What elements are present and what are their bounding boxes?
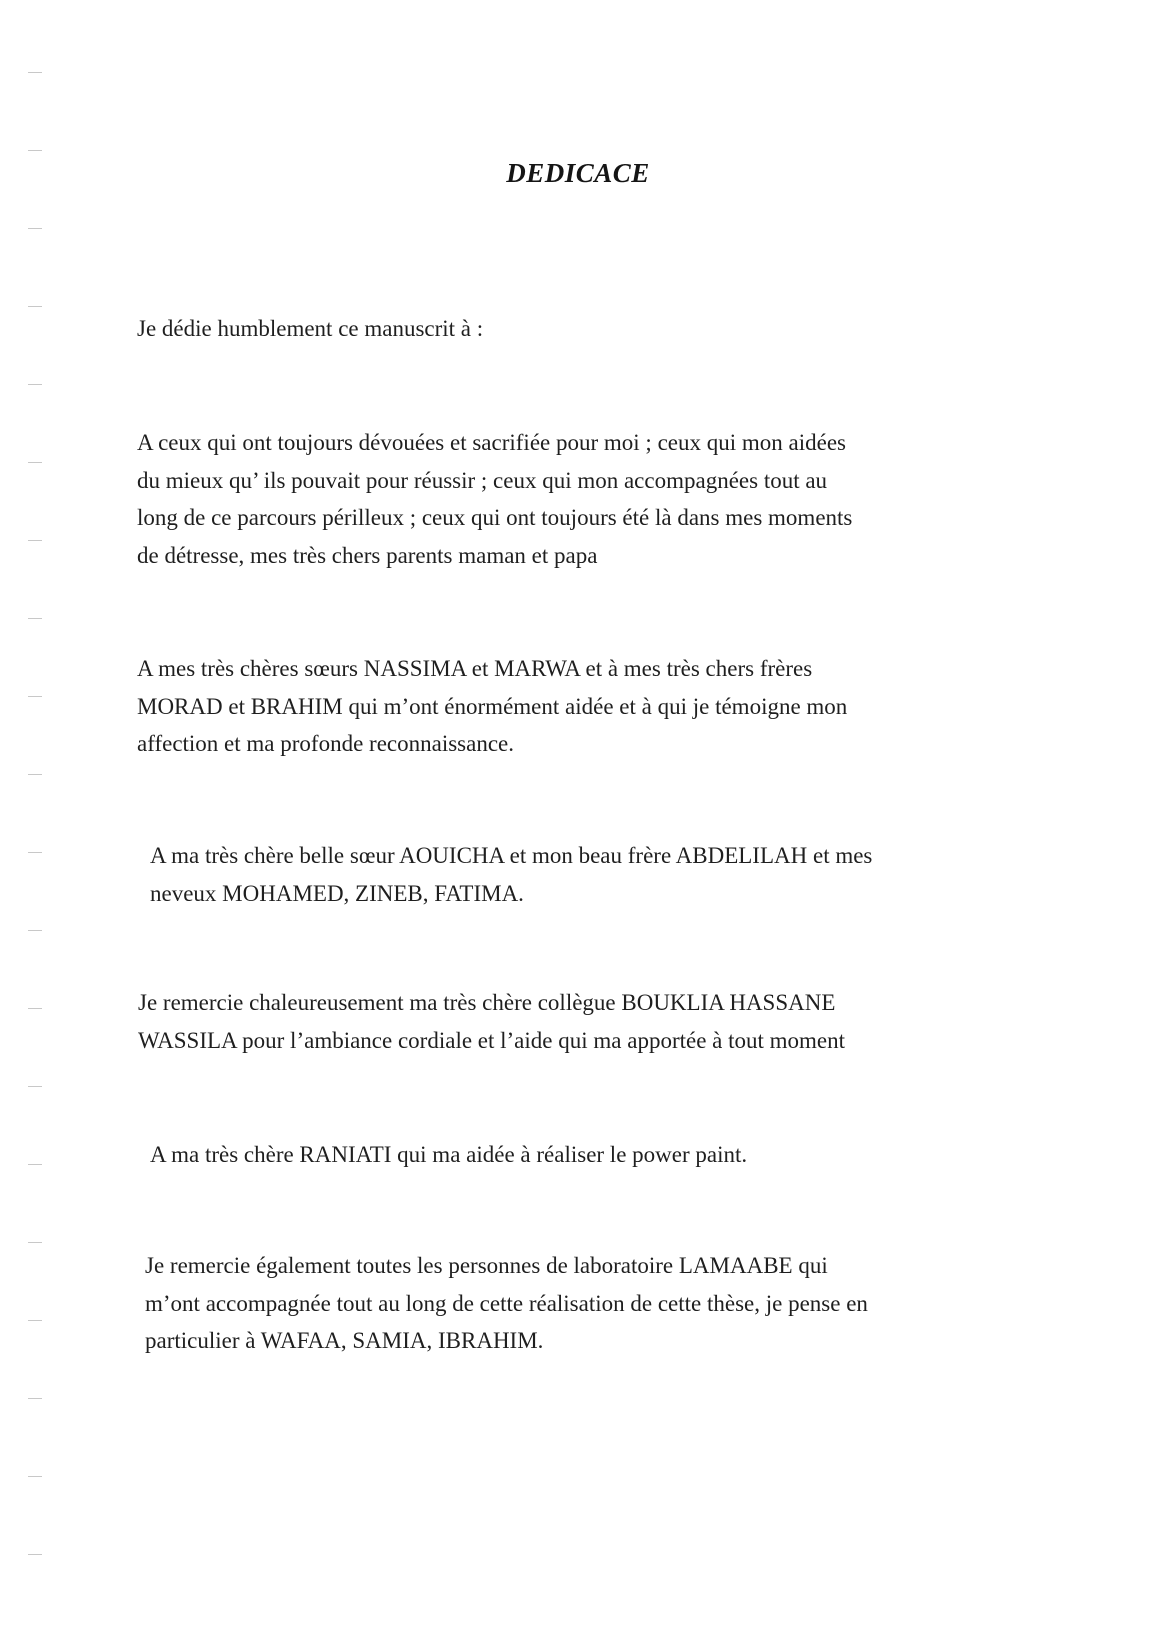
dedication-laboratory: [145, 1247, 868, 1360]
text-line: du mieux qu’ ils pouvait pour réussir ; ceux qui mon accompagnées tout au: [137, 467, 828, 493]
binding-margin-marks: [28, 0, 48, 1648]
dedication-in-laws: [150, 837, 872, 912]
text-line: Je remercie chaleureusement ma très chère collègue BOUKLIA HASSANE: [138, 990, 836, 1015]
text-line: Je remercie également toutes les personnes de laboratoire LAMAABE qui: [145, 1253, 828, 1278]
dedication-intro: [137, 310, 483, 348]
text-line: Je dédie humblement ce manuscrit à :: [137, 316, 484, 341]
text-line: m’ont accompagnée tout au long de cette réalisation de cette thèse, je pense en: [145, 1290, 868, 1316]
dedication-siblings: [137, 650, 847, 763]
text-line: de détresse, mes très chers parents maman et papa: [137, 542, 598, 568]
page-title: DEDICACE: [506, 158, 650, 189]
text-line: A ceux qui ont toujours dévouées et sacrifiée pour moi ; ceux qui mon aidées: [137, 430, 846, 455]
text-line: A mes très chères sœurs NASSIMA et MARWA et à mes très chers frères: [137, 656, 813, 681]
text-line: long de ce parcours périlleux ; ceux qui ont toujours été là dans mes moments: [137, 505, 853, 530]
text-line: A ma très chère belle sœur AOUICHA et mon beau frère ABDELILAH et mes: [150, 843, 873, 868]
text-line: particulier à WAFAA, SAMIA, IBRAHIM.: [145, 1328, 544, 1353]
text-line: MORAD et BRAHIM qui m’ont énormément aidée et à qui je témoigne mon: [137, 693, 848, 719]
text-line: WASSILA pour l’ambiance cordiale et l’aide qui ma apportée à tout moment: [138, 1027, 846, 1053]
text-line: A ma très chère RANIATI qui ma aidée à réaliser le power paint.: [150, 1142, 748, 1167]
dedication-colleague: [138, 984, 845, 1059]
text-line: affection et ma profonde reconnaissance.: [137, 731, 514, 756]
text-line: neveux MOHAMED, ZINEB, FATIMA.: [150, 880, 524, 906]
dedication-parents: [137, 424, 852, 574]
dedication-raniati: [150, 1136, 747, 1174]
